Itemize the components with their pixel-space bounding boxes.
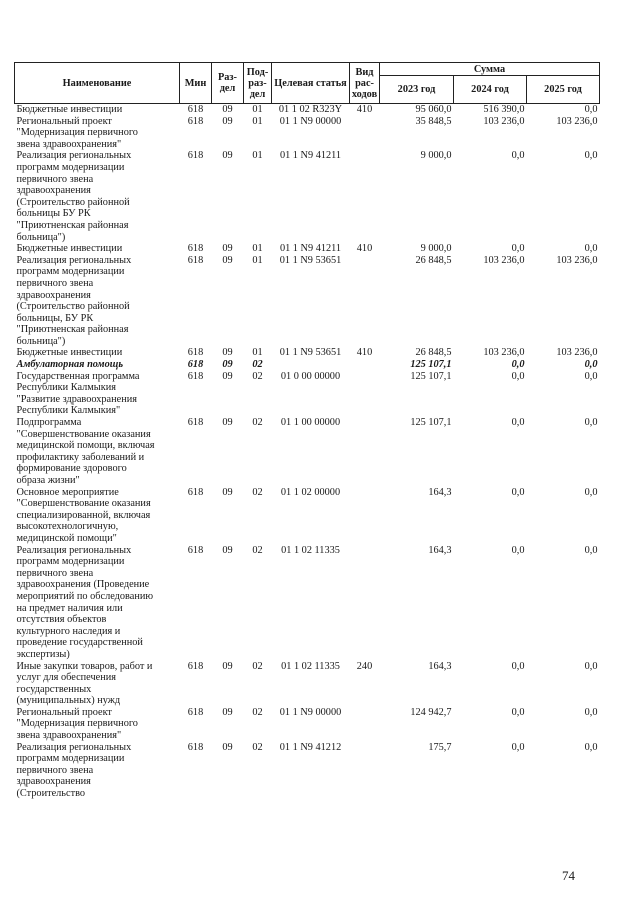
cell-2025: 0,0 — [584, 243, 598, 255]
cell-2023: 9 000,0 — [420, 150, 452, 162]
cell-target-article: 01 1 N9 41211 — [279, 150, 342, 162]
page-number: 74 — [562, 868, 575, 883]
cell-2023: 164,3 — [428, 544, 452, 556]
cell-2025: 0,0 — [584, 359, 598, 371]
cell-target-article: 01 1 N9 00000 — [279, 115, 342, 127]
cell-razdel: 09 — [222, 706, 233, 718]
cell-min: 618 — [187, 115, 204, 127]
budget-table — [14, 62, 600, 800]
cell-2025: 103 236,0 — [556, 115, 598, 127]
cell-target-article: 01 0 00 00000 — [280, 370, 341, 382]
table-row — [15, 545, 600, 661]
cell-2024: 0,0 — [511, 243, 525, 255]
cell-target-article: 01 1 02 11335 — [281, 544, 340, 556]
cell-razdel: 09 — [222, 544, 233, 556]
table-row — [15, 707, 600, 742]
cell-2025: 0,0 — [584, 370, 598, 382]
cell-2024: 103 236,0 — [483, 115, 525, 127]
cell-name: Реализация региональных программ модернизации первичного звена здравоохранения (Строительство — [16, 741, 132, 800]
cell-min: 618 — [187, 741, 204, 753]
cell-2024: 0,0 — [511, 359, 525, 371]
cell-min: 618 — [187, 254, 204, 266]
cell-2024: 0,0 — [511, 150, 525, 162]
cell-razdel: 09 — [222, 417, 233, 429]
cell-2024: 103 236,0 — [483, 254, 525, 266]
cell-razdel: 09 — [222, 359, 233, 371]
cell-name: Подпрограмма "Совершенствование оказания медицинской помощи, включая профилактику заболеваний и формирование здорового образа жизни" — [16, 417, 155, 486]
cell-2025: 0,0 — [584, 150, 598, 162]
header-year-2024: 2024 год — [454, 76, 527, 104]
cell-min: 618 — [187, 370, 204, 382]
table-row — [15, 661, 600, 707]
cell-2023: 125 107,1 — [410, 359, 452, 371]
cell-razdel: 09 — [222, 104, 233, 115]
cell-2024: 0,0 — [511, 544, 525, 556]
cell-name: Региональный проект "Модернизация первичного звена здравоохранения" — [16, 115, 138, 150]
cell-min: 618 — [187, 150, 204, 162]
cell-2025: 0,0 — [584, 544, 598, 556]
cell-min: 618 — [187, 347, 204, 359]
header-year-2023: 2023 год — [380, 76, 454, 104]
cell-name: Государственная программа Республики Калмыкия "Развитие здравоохранения Республики Калмыкия" — [16, 370, 140, 417]
cell-2023: 26 848,5 — [415, 254, 452, 266]
cell-min: 618 — [187, 104, 204, 115]
cell-min: 618 — [187, 706, 204, 718]
table-row — [15, 347, 600, 359]
cell-name: Бюджетные инвестиции — [16, 243, 123, 255]
cell-expense-type — [350, 359, 380, 371]
cell-expense-type: 240 — [356, 660, 373, 672]
cell-min: 618 — [187, 243, 204, 255]
cell-2023: 9 000,0 — [420, 243, 452, 255]
cell-expense-type — [350, 487, 380, 545]
cell-razdel: 09 — [222, 660, 233, 672]
cell-2023: 95 060,0 — [415, 104, 452, 115]
cell-2025: 103 236,0 — [556, 347, 598, 359]
cell-razdel: 09 — [222, 115, 233, 127]
cell-2025: 0,0 — [584, 104, 598, 115]
cell-min: 618 — [187, 544, 204, 556]
cell-razdel: 09 — [222, 150, 233, 162]
header-name: Наименование — [15, 63, 180, 104]
cell-expense-type — [350, 371, 380, 417]
table-header — [15, 63, 600, 104]
cell-target-article: 01 1 N9 41212 — [279, 741, 342, 753]
cell-min: 618 — [187, 417, 204, 429]
cell-2024: 0,0 — [511, 486, 525, 498]
cell-name: Реализация региональных программ модернизации первичного звена здравоохранения (Проведение мероприятий по обследованию на предмет наличия или отсутствия объектов культурного наследия и проведение государственной экспертизы) — [16, 544, 154, 660]
header-target-article: Целевая статья — [272, 63, 350, 104]
cell-target-article: 01 1 N9 00000 — [279, 706, 342, 718]
cell-podrazdel: 02 — [252, 417, 263, 429]
cell-razdel: 09 — [222, 741, 233, 753]
cell-podrazdel: 02 — [252, 741, 263, 753]
cell-podrazdel: 02 — [252, 370, 263, 382]
cell-name: Реализация региональных программ модернизации первичного звена здравоохранения (Строительство районной больницы, БУ РК "Приютненская районная больница") — [16, 254, 132, 347]
cell-name: Региональный проект "Модернизация первичного звена здравоохранения" — [16, 706, 138, 742]
table-row — [15, 150, 600, 243]
cell-target-article: 01 1 N9 53651 — [279, 347, 342, 359]
cell-expense-type — [350, 707, 380, 742]
cell-2025: 0,0 — [584, 417, 598, 429]
cell-name: Бюджетные инвестиции — [16, 104, 123, 115]
cell-podrazdel: 02 — [252, 486, 263, 498]
cell-expense-type: 410 — [356, 347, 373, 359]
cell-target-article — [272, 359, 350, 371]
table-row — [15, 104, 600, 116]
cell-2025: 0,0 — [584, 486, 598, 498]
cell-2025: 0,0 — [584, 741, 598, 753]
cell-2023: 125 107,1 — [410, 370, 452, 382]
cell-expense-type: 410 — [356, 243, 373, 255]
cell-2023: 164,3 — [428, 486, 452, 498]
cell-name: Амбулаторная помощь — [16, 359, 124, 371]
cell-2024: 0,0 — [511, 741, 525, 753]
cell-podrazdel: 02 — [252, 706, 263, 718]
cell-target-article: 01 1 00 00000 — [280, 417, 341, 429]
cell-2024: 0,0 — [511, 370, 525, 382]
header-expense-type: Вид рас- ходов — [350, 63, 380, 104]
cell-podrazdel: 01 — [252, 254, 263, 266]
cell-2025: 0,0 — [584, 706, 598, 718]
cell-2024: 516 390,0 — [483, 104, 525, 115]
header-min: Мин — [180, 63, 212, 104]
table-row — [15, 255, 600, 348]
cell-target-article: 01 1 02 00000 — [280, 486, 341, 498]
cell-2023: 164,3 — [428, 660, 452, 672]
table-row — [15, 243, 600, 255]
cell-target-article: 01 1 N9 41211 — [279, 243, 342, 255]
cell-2023: 26 848,5 — [415, 347, 452, 359]
cell-podrazdel: 02 — [252, 660, 263, 672]
cell-target-article: 01 1 02 11335 — [281, 660, 340, 672]
cell-expense-type — [350, 545, 380, 661]
cell-2024: 0,0 — [511, 660, 525, 672]
table-row — [15, 742, 600, 800]
cell-2023: 125 107,1 — [410, 417, 452, 429]
cell-name: Бюджетные инвестиции — [16, 347, 123, 359]
cell-name: Иные закупки товаров, работ и услуг для обеспечения государственных (муниципальных) нужд — [16, 660, 153, 707]
cell-expense-type — [350, 116, 380, 151]
cell-2025: 0,0 — [584, 660, 598, 672]
cell-razdel: 09 — [222, 347, 233, 359]
header-podrazdel: Под- раз- дел — [244, 63, 272, 104]
cell-razdel: 09 — [222, 254, 233, 266]
cell-razdel: 09 — [222, 486, 233, 498]
cell-name: Основное мероприятие "Совершенствование оказания специализированной, включая высокотехнологичную, медицинской помощи" — [16, 486, 151, 544]
header-sum: Сумма — [380, 63, 600, 76]
cell-razdel: 09 — [222, 370, 233, 382]
cell-name: Реализация региональных программ модернизации первичного звена здравоохранения (Строительство районной больницы БУ РК "Приютненская районная больница") — [16, 150, 132, 243]
cell-2024: 0,0 — [511, 417, 525, 429]
cell-expense-type — [350, 150, 380, 243]
cell-2024: 103 236,0 — [483, 347, 525, 359]
cell-podrazdel: 01 — [252, 243, 263, 255]
cell-2023: 175,7 — [428, 741, 452, 753]
cell-podrazdel: 01 — [252, 150, 263, 162]
table-row — [15, 371, 600, 417]
table-row — [15, 417, 600, 487]
cell-podrazdel: 01 — [252, 347, 263, 359]
cell-podrazdel: 01 — [252, 115, 263, 127]
header-razdel: Раз- дел — [212, 63, 244, 104]
cell-expense-type — [350, 417, 380, 487]
table-body — [15, 104, 600, 800]
cell-target-article: 01 1 N9 53651 — [279, 254, 342, 266]
cell-expense-type — [350, 255, 380, 348]
cell-expense-type — [350, 742, 380, 800]
table-row — [15, 487, 600, 545]
table-row — [15, 359, 600, 371]
cell-podrazdel: 02 — [252, 544, 263, 556]
cell-2023: 124 942,7 — [410, 706, 452, 718]
cell-podrazdel: 02 — [252, 359, 263, 371]
table-row — [15, 116, 600, 151]
cell-2025: 103 236,0 — [556, 254, 598, 266]
cell-min: 618 — [187, 486, 204, 498]
cell-2024: 0,0 — [511, 706, 525, 718]
cell-podrazdel: 01 — [252, 104, 263, 115]
cell-min: 618 — [187, 660, 204, 672]
cell-razdel: 09 — [222, 243, 233, 255]
cell-expense-type: 410 — [356, 104, 373, 115]
header-year-2025: 2025 год — [527, 76, 600, 104]
cell-2023: 35 848,5 — [415, 115, 452, 127]
cell-min: 618 — [187, 359, 204, 371]
cell-target-article: 01 1 02 R323Y — [278, 104, 343, 115]
